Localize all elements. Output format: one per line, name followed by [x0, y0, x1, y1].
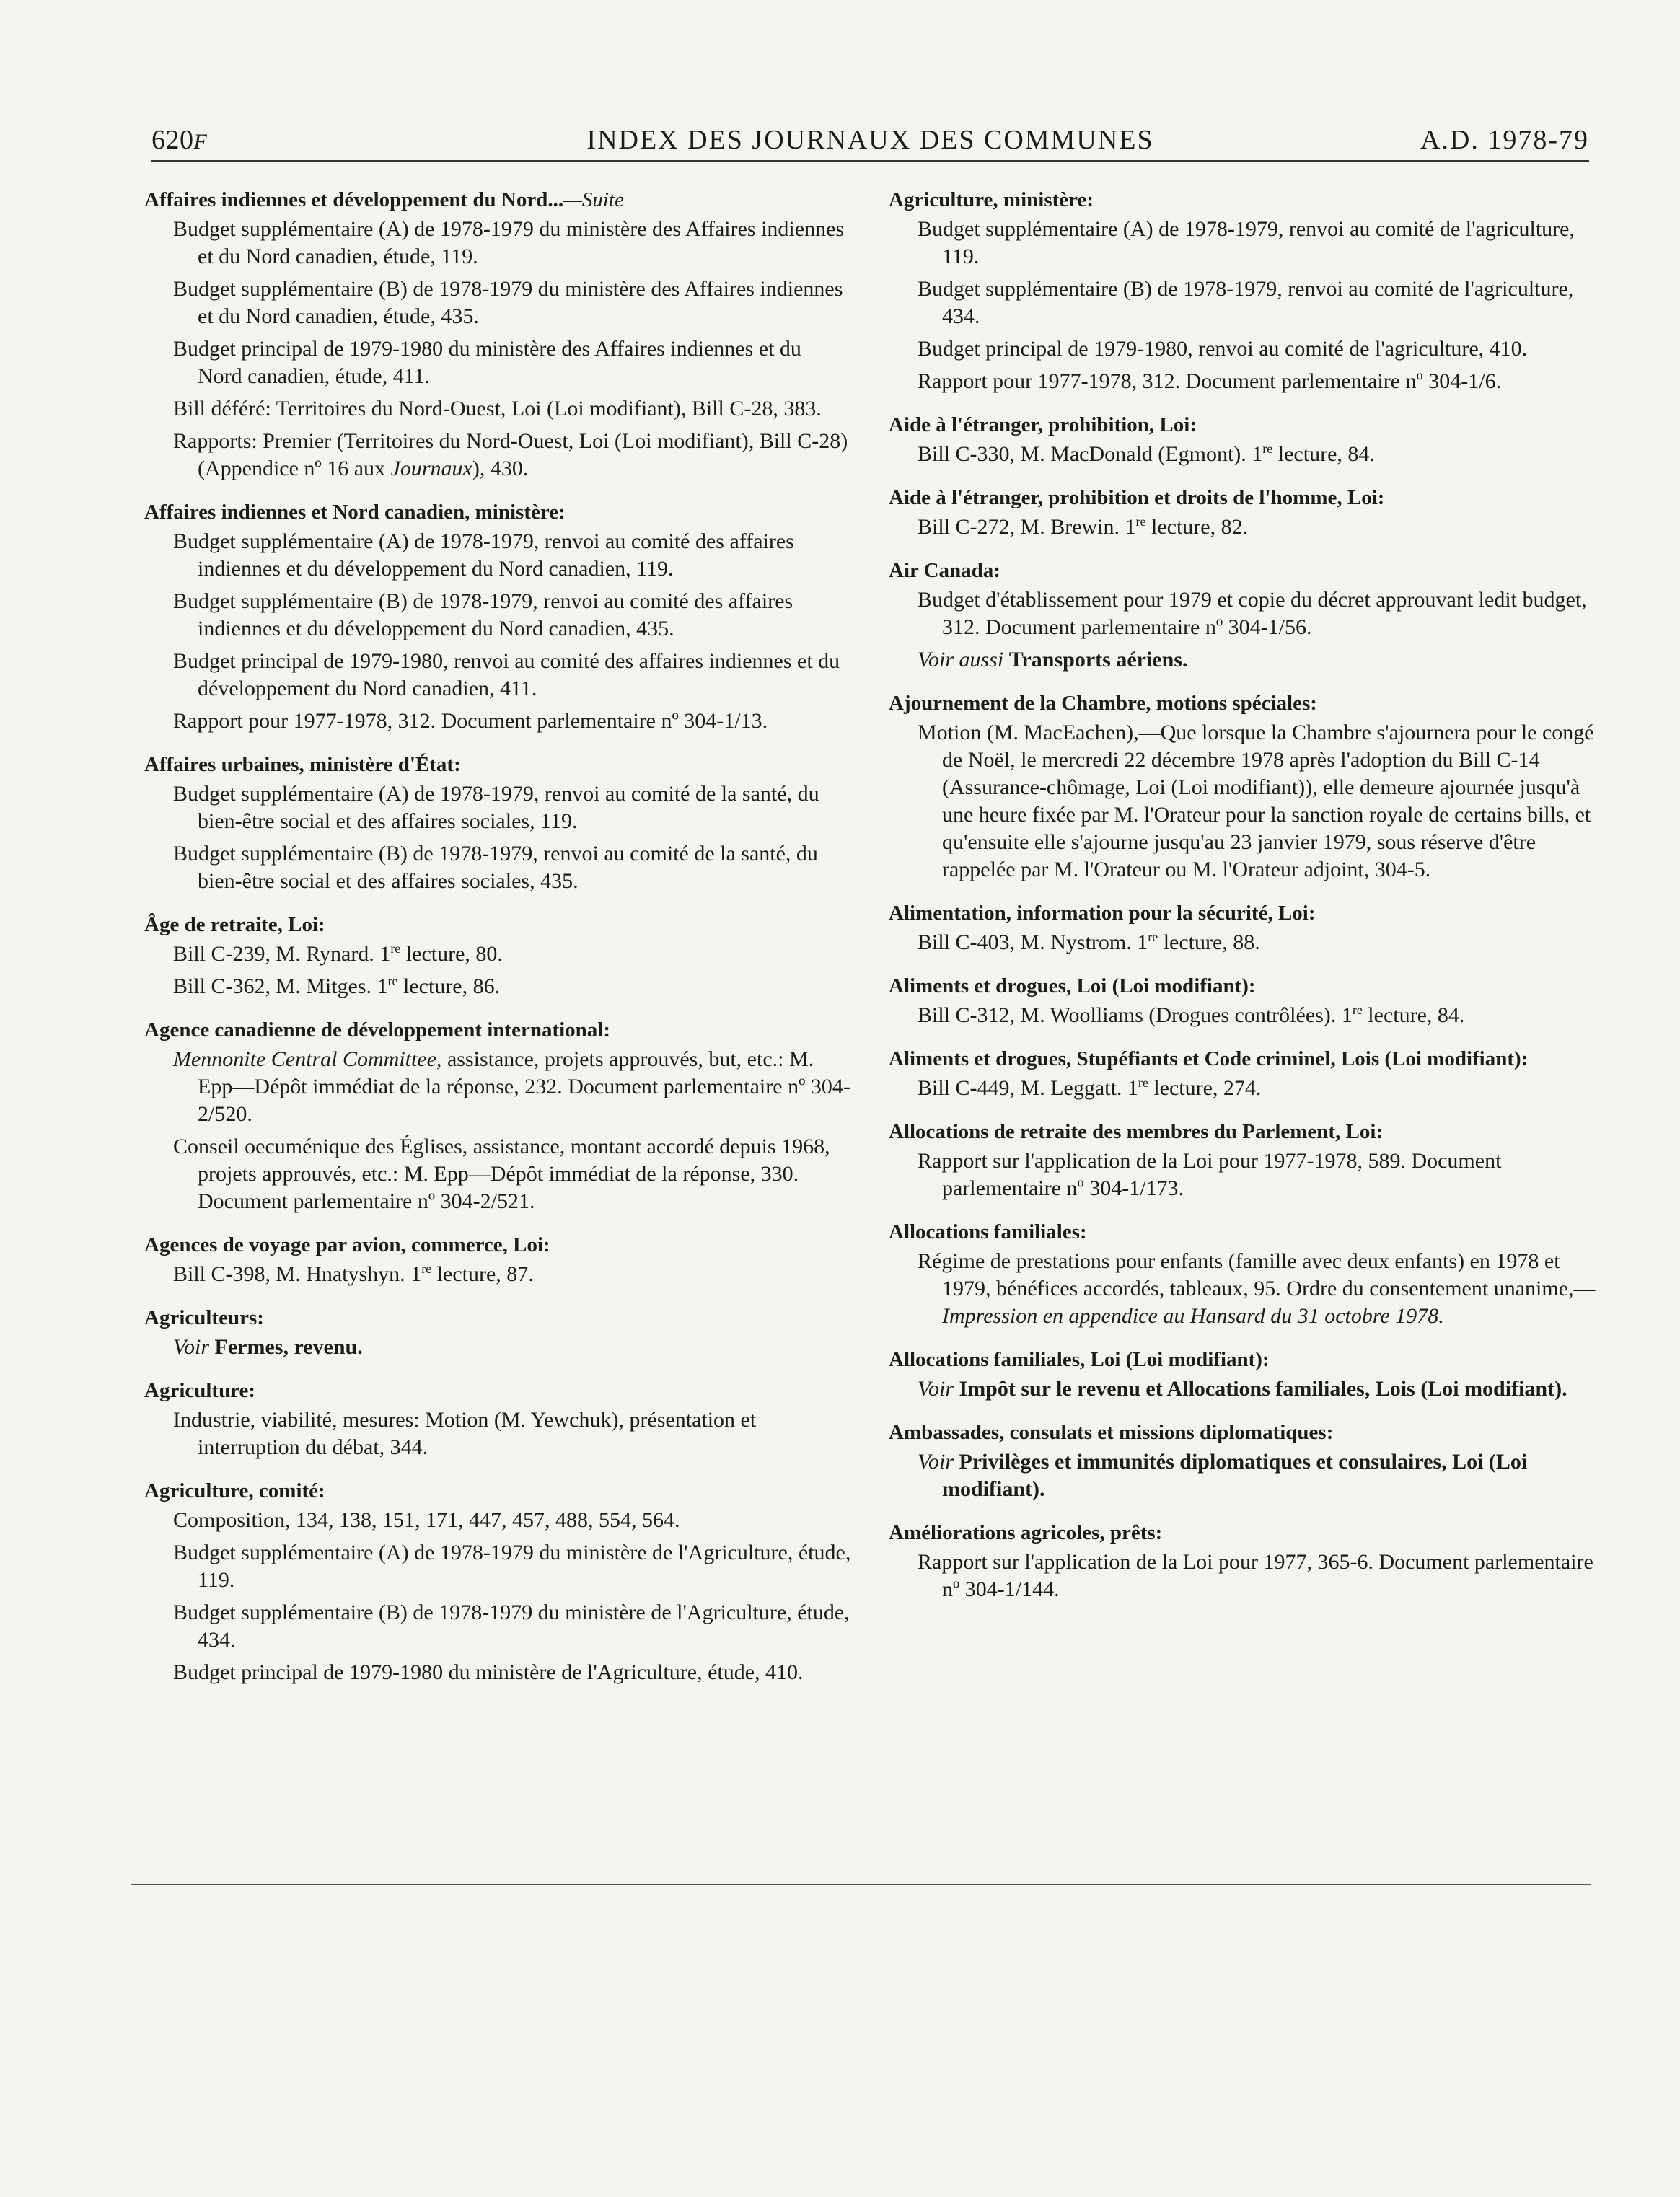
entry-subitem: Bill C-403, M. Nystrom. 1re lecture, 88. — [918, 930, 1260, 954]
entry-subitem: Voir Fermes, revenu. — [173, 1335, 363, 1359]
entry-heading: Ambassades, consulats et missions diplomatiques: — [889, 1421, 1334, 1444]
page-header — [151, 117, 1589, 162]
index-entry — [144, 1304, 851, 1361]
index-entry — [889, 411, 1603, 468]
entry-subitem: Bill C-239, M. Rynard. 1re lecture, 80. — [173, 941, 503, 966]
entry-subitem: Industrie, viabilité, mesures: Motion (M. Yewchuk), présentation et interruption du débat, 344. — [173, 1408, 757, 1459]
running-title: INDEX DES JOURNAUX DES COMMUNES — [586, 125, 1154, 155]
index-entry — [144, 751, 851, 895]
entry-heading: Allocations familiales: — [889, 1220, 1087, 1243]
entry-subitem: Budget d'établissement pour 1979 et copie du décret approuvant ledit budget, 312. Document parlementaire nº 304-1/56. — [918, 588, 1587, 639]
entry-subitem: Voir Privilèges et immunités diplomatiques et consulaires, Loi (Loi modifiant). — [918, 1450, 1528, 1501]
index-entry — [889, 1519, 1603, 1603]
entry-heading: Allocations familiales, Loi (Loi modifiant): — [889, 1348, 1270, 1371]
index-entry — [889, 972, 1603, 1029]
entry-heading: Aide à l'étranger, prohibition et droits de l'homme, Loi: — [889, 486, 1385, 509]
index-entry — [889, 1346, 1603, 1403]
entry-subitem: Bill C-330, M. MacDonald (Egmont). 1re lecture, 84. — [918, 441, 1375, 466]
index-entry — [144, 186, 851, 483]
entry-subitem: Rapport pour 1977-1978, 312. Document parlementaire nº 304-1/13. — [173, 709, 768, 733]
entry-heading-suffix: —Suite — [563, 188, 624, 211]
entry-subitem: Budget principal de 1979-1980, renvoi au comité des affaires indiennes et du développement du Nord canadien, 411. — [173, 649, 840, 700]
entry-subitem: Rapport pour 1977-1978, 312. Document parlementaire nº 304-1/6. — [918, 369, 1502, 393]
entry-subitem: Bill déféré: Territoires du Nord-Ouest, Loi (Loi modifiant), Bill C-28, 383. — [173, 397, 822, 421]
entry-subitem: Budget supplémentaire (A) de 1978-1979, renvoi au comité de la santé, du bien-être social et des affaires sociales, 119. — [173, 782, 819, 833]
entry-subitem: Budget principal de 1979-1980 du ministère des Affaires indiennes et du Nord canadien, étude, 411. — [173, 337, 801, 388]
entry-heading: Âge de retraite, Loi: — [144, 913, 325, 936]
index-entry — [144, 911, 851, 1000]
entry-subitem: Budget principal de 1979-1980 du ministère de l'Agriculture, étude, 410. — [173, 1660, 804, 1684]
entry-heading: Air Canada: — [889, 559, 1000, 582]
index-entry — [889, 1419, 1603, 1503]
entry-subitem: Bill C-272, M. Brewin. 1re lecture, 82. — [918, 514, 1249, 539]
entry-subitem: Budget supplémentaire (A) de 1978-1979, renvoi au comité de l'agriculture, 119. — [918, 217, 1575, 268]
index-entry — [144, 1477, 851, 1686]
entry-subitem: Bill C-398, M. Hnatyshyn. 1re lecture, 87. — [173, 1262, 534, 1286]
entry-heading: Affaires urbaines, ministère d'État: — [144, 753, 461, 776]
year-label: A.D. 1978-79 — [1420, 125, 1589, 155]
index-entry — [889, 557, 1603, 674]
entry-subitem: Bill C-449, M. Leggatt. 1re lecture, 274. — [918, 1075, 1262, 1100]
entry-heading: Allocations de retraite des membres du Parlement, Loi: — [889, 1120, 1384, 1143]
entry-subitem: Budget supplémentaire (B) de 1978-1979, renvoi au comité des affaires indiennes et du développement du Nord canadien, 435. — [173, 589, 793, 640]
index-entry — [144, 1016, 851, 1215]
index-entry — [889, 899, 1603, 956]
entry-heading: Agriculture, comité: — [144, 1479, 325, 1502]
entry-subitem: Budget principal de 1979-1980, renvoi au comité de l'agriculture, 410. — [918, 337, 1528, 361]
entry-subitem: Budget supplémentaire (A) de 1978-1979 du ministère des Affaires indiennes et du Nord canadien, étude, 119. — [173, 217, 845, 268]
entry-subitem: Bill C-312, M. Woolliams (Drogues contrôlées). 1re lecture, 84. — [918, 1003, 1465, 1027]
index-column-left — [144, 186, 851, 1702]
entry-heading: Aliments et drogues, Loi (Loi modifiant): — [889, 974, 1256, 998]
index-entry — [144, 1377, 851, 1461]
index-entry — [144, 1231, 851, 1288]
entry-heading: Agriculture, ministère: — [889, 188, 1094, 211]
entry-subitem: Voir aussi Transports aériens. — [918, 648, 1188, 672]
entry-subitem: Rapports: Premier (Territoires du Nord-Ouest, Loi (Loi modifiant), Bill C-28) (Appendice nº 16 aux Journaux), 430. — [173, 429, 848, 480]
entry-subitem: Rapport sur l'application de la Loi pour 1977-1978, 589. Document parlementaire nº 304-1/173. — [918, 1149, 1502, 1200]
entry-subitem: Composition, 134, 138, 151, 171, 447, 457, 488, 554, 564. — [173, 1508, 680, 1532]
entry-subitem: Budget supplémentaire (A) de 1978-1979 du ministère de l'Agriculture, étude, 119. — [173, 1541, 851, 1592]
index-entry — [144, 498, 851, 735]
entry-subitem: Bill C-362, M. Mitges. 1re lecture, 86. — [173, 974, 501, 998]
page-number: 620F — [151, 125, 208, 155]
entry-heading: Agriculteurs: — [144, 1306, 264, 1329]
entry-subitem: Régime de prestations pour enfants (famille avec deux enfants) en 1978 et 1979, bénéfices accordés, tableaux, 95. Ordre du consentement unanime,—Impression en appendice au Hansard du 31 octobre 1978. — [918, 1249, 1596, 1328]
entry-subitem: Mennonite Central Committee, assistance, projets approuvés, but, etc.: M. Epp—Dépôt immédiat de la réponse, 232. Document parlementaire nº 304-2/520. — [173, 1047, 850, 1126]
entry-subitem: Budget supplémentaire (B) de 1978-1979 du ministère de l'Agriculture, étude, 434. — [173, 1601, 850, 1652]
entry-heading: Aliments et drogues, Stupéfiants et Code criminel, Lois (Loi modifiant): — [889, 1047, 1529, 1070]
entry-heading: Ajournement de la Chambre, motions spéciales: — [889, 692, 1317, 715]
index-entry — [889, 484, 1603, 541]
footer-rule — [131, 1884, 1591, 1885]
entry-subitem: Budget supplémentaire (A) de 1978-1979, renvoi au comité des affaires indiennes et du développement du Nord canadien, 119. — [173, 529, 794, 581]
entry-subitem: Voir Impôt sur le revenu et Allocations familiales, Lois (Loi modifiant). — [918, 1377, 1567, 1401]
entry-heading: Agence canadienne de développement international: — [144, 1018, 611, 1042]
entry-subitem: Conseil oecuménique des Églises, assistance, montant accordé depuis 1968, projets approuvés, etc.: M. Epp—Dépôt immédiat de la réponse, 330. Document parlementaire nº 304-2/521. — [173, 1135, 830, 1213]
entry-heading: Agriculture: — [144, 1379, 256, 1402]
index-entry — [889, 186, 1603, 395]
entry-heading: Alimentation, information pour la sécurité, Loi: — [889, 902, 1316, 925]
index-entry — [889, 1218, 1603, 1330]
entry-subitem: Budget supplémentaire (B) de 1978-1979, renvoi au comité de l'agriculture, 434. — [918, 277, 1574, 328]
index-entry — [889, 690, 1603, 884]
entry-subitem: Rapport sur l'application de la Loi pour 1977, 365-6. Document parlementaire nº 304-1/144. — [918, 1550, 1593, 1601]
entry-heading: Aide à l'étranger, prohibition, Loi: — [889, 413, 1197, 436]
entry-subitem: Motion (M. MacEachen),—Que lorsque la Chambre s'ajournera pour le congé de Noël, le mercredi 22 décembre 1978 après l'adoption du Bill C-14 (Assurance-chômage, Loi (Loi modifiant)), elle demeure ajournée jusqu'à une heure fixée par M. l'Orateur pour la sanction royale de certains bills, et qu'ensuite elle s'ajourne jusqu'au 23 janvier 1979, sous réserve d'être rappelée par M. l'Orateur ou M. l'Orateur adjoint, 304-5. — [918, 721, 1594, 881]
entry-heading: Affaires indiennes et développement du Nord...—Suite — [144, 188, 624, 211]
entry-heading: Agences de voyage par avion, commerce, Loi: — [144, 1233, 550, 1256]
entry-subitem: Budget supplémentaire (B) de 1978-1979 du ministère des Affaires indiennes et du Nord canadien, étude, 435. — [173, 277, 843, 328]
index-entry — [889, 1045, 1603, 1102]
entry-heading: Affaires indiennes et Nord canadien, ministère: — [144, 501, 566, 524]
entry-heading: Améliorations agricoles, prêts: — [889, 1521, 1163, 1544]
entry-subitem: Budget supplémentaire (B) de 1978-1979, renvoi au comité de la santé, du bien-être social et des affaires sociales, 435. — [173, 842, 818, 893]
index-entry — [889, 1118, 1603, 1202]
index-column-right — [889, 186, 1603, 1619]
